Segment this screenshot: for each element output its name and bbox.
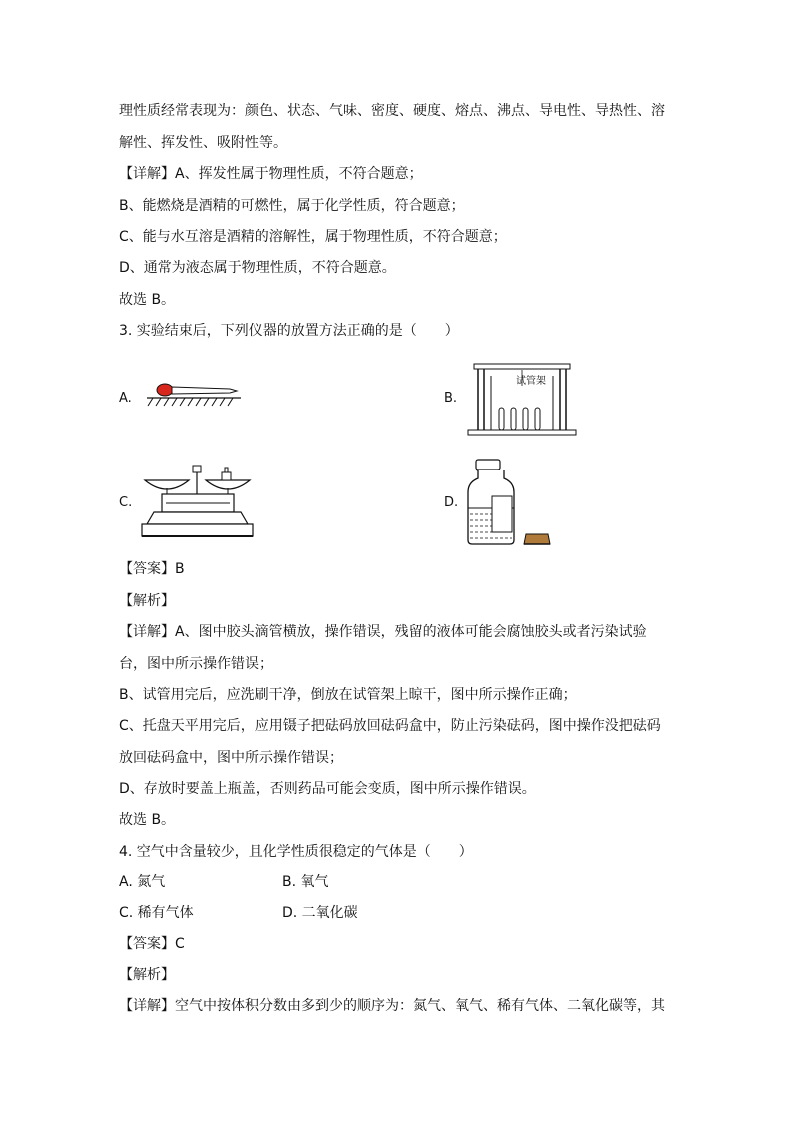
option-d-label: D. [444, 495, 459, 510]
text-line: C、能与水互溶是酒精的溶解性，属于物理性质，不符合题意； [119, 229, 507, 245]
analysis-heading: 【解析】 [119, 593, 175, 609]
option-a-label: A. [119, 391, 132, 406]
answer-line: 【答案】B [119, 561, 185, 577]
text-line: 故选 B。 [119, 292, 176, 308]
text-line: 台，图中所示操作错误； [119, 656, 273, 672]
text-line: B、能燃烧是酒精的可燃性，属于化学性质，符合题意； [119, 198, 465, 214]
rack-label: 试管架 [516, 376, 546, 387]
q4-option-d: D. 二氧化碳 [282, 905, 358, 921]
text-line: 【详解】A、挥发性属于物理性质，不符合题意； [119, 166, 423, 182]
option-c-label: C. [119, 495, 133, 510]
text-line: 【详解】空气中按体积分数由多到少的顺序为：氮气、氧气、稀有气体、二氧化碳等，其 [119, 998, 665, 1014]
q4-option-b: B. 氧气 [282, 874, 329, 890]
question-4-stem: 4. 空气中含量较少，且化学性质很稳定的气体是（ ） [119, 844, 473, 860]
dropper-on-bench-figure [145, 380, 245, 410]
text-line: 【详解】A、图中胶头滴管横放，操作错误，残留的液体可能会腐蚀胶头或者污染试验 [119, 624, 647, 640]
text-line: 故选 B。 [119, 812, 176, 828]
text-line: C、托盘天平用完后，应用镊子把砝码放回砝码盒中，防止污染砝码，图中操作没把砝码 [119, 718, 661, 734]
analysis-heading: 【解析】 [119, 967, 175, 983]
text-line: B、试管用完后，应洗刷干净，倒放在试管架上晾干，图中所示操作正确； [119, 687, 577, 703]
option-b-label: B. [444, 391, 458, 406]
reagent-bottle-figure [464, 456, 559, 548]
test-tube-rack-figure [466, 356, 578, 440]
q4-option-c: C. 稀有气体 [119, 905, 194, 921]
balance-figure [140, 462, 255, 542]
text-line: 理性质经常表现为：颜色、状态、气味、密度、硬度、熔点、沸点、导电性、导热性、溶 [119, 103, 665, 119]
question-3-stem: 3. 实验结束后，下列仪器的放置方法正确的是（ ） [119, 323, 459, 339]
q4-option-a: A. 氮气 [119, 874, 166, 890]
answer-line: 【答案】C [119, 936, 185, 952]
text-line: 解性、挥发性、吸附性等。 [119, 135, 287, 151]
text-line: D、通常为液态属于物理性质，不符合题意。 [119, 260, 396, 276]
text-line: 放回砝码盒中，图中所示操作错误； [119, 750, 343, 766]
text-line: D、存放时要盖上瓶盖，否则药品可能会变质，图中所示操作错误。 [119, 781, 536, 797]
